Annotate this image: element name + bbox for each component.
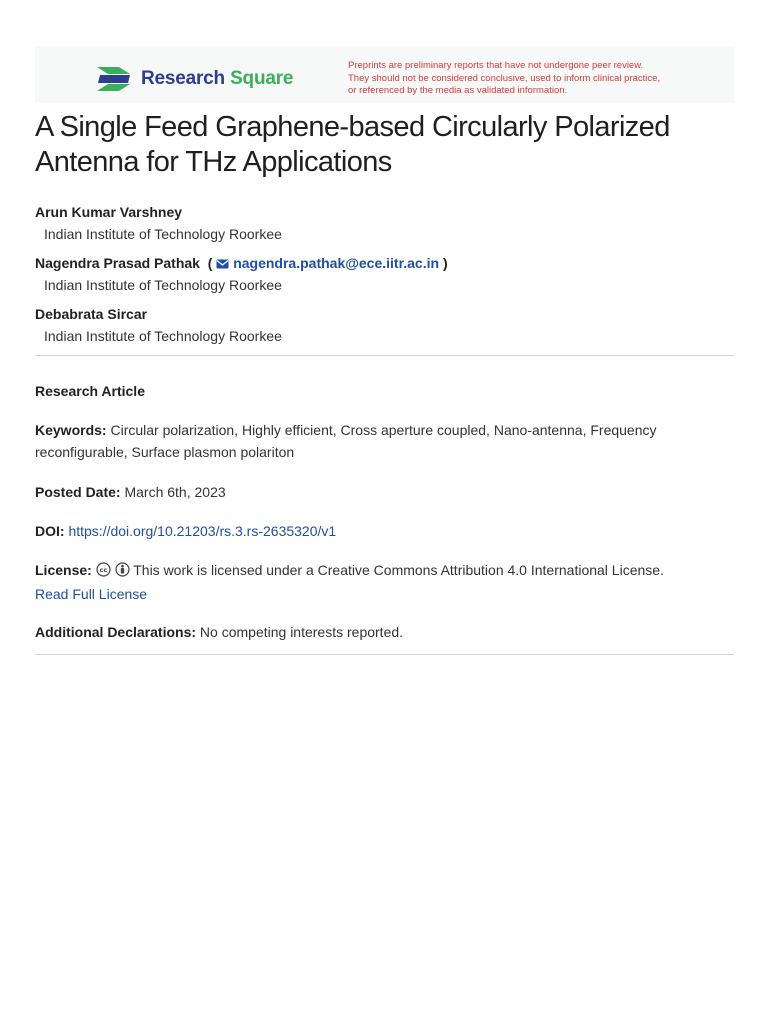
author-name: Debabrata Sircar — [35, 306, 148, 322]
author-list — [35, 203, 734, 356]
logo-word-research: Research — [141, 68, 225, 89]
license-row — [35, 559, 734, 605]
author-name: Arun Kumar Varshney — [35, 204, 183, 220]
author-affiliation: Indian Institute of Technology Roorkee — [44, 277, 282, 293]
author-entry — [35, 254, 734, 305]
author-email-link[interactable]: nagendra.pathak@ece.iitr.ac.in — [233, 255, 440, 271]
by-icon — [115, 562, 130, 577]
author-entry — [35, 203, 734, 254]
author-affiliation: Indian Institute of Technology Roorkee — [44, 226, 282, 242]
paper-title: A Single Feed Graphene-based Circularly Polarized Antenna for THz Applications — [35, 111, 670, 178]
read-full-license-link[interactable]: Read Full License — [35, 586, 148, 602]
disclaimer-line: or referenced by the media as validated information. — [348, 85, 568, 97]
research-square-logo[interactable] — [95, 65, 293, 93]
doi-row — [35, 520, 734, 542]
envelope-icon — [216, 259, 229, 269]
header-banner — [35, 47, 734, 103]
cc-icon — [96, 562, 111, 577]
disclaimer-line: They should not be considered conclusive, used to inform clinical practice, — [348, 72, 661, 84]
posted-date-row — [35, 481, 734, 503]
declarations-row — [35, 621, 734, 643]
posted-date-label: Posted Date: — [35, 484, 121, 500]
declarations-value: No competing interests reported. — [199, 624, 404, 640]
paren-close: ) — [442, 255, 448, 271]
logo-wordmark — [141, 68, 293, 90]
license-text: This work is licensed under a Creative Commons Attribution 4.0 International License. — [133, 562, 664, 578]
divider-bottom — [35, 654, 734, 655]
author-name-row — [35, 254, 734, 272]
article-type — [35, 380, 734, 402]
doi-label: DOI: — [35, 523, 65, 539]
keywords-label: Keywords: — [35, 422, 107, 438]
author-affiliation: Indian Institute of Technology Roorkee — [44, 328, 282, 344]
disclaimer-line: Preprints are preliminary reports that have not undergone peer review. — [348, 60, 644, 71]
author-entry — [35, 305, 734, 356]
declarations-label: Additional Declarations: — [35, 624, 197, 640]
svg-text:cc: cc — [99, 566, 108, 574]
article-type-label: Research Article — [35, 383, 145, 399]
keywords-row — [35, 419, 734, 463]
logo-mark-icon — [95, 64, 133, 94]
divider-top — [35, 355, 734, 356]
license-icons — [96, 561, 130, 583]
author-name: Nagendra Prasad Pathak — [35, 255, 200, 271]
paren-open: ( — [203, 255, 213, 271]
keywords-value: Circular polarization, Highly efficient, Cross aperture coupled, Nano-antenna, Frequency reconfigurable, Surface plasmon polariton — [35, 422, 657, 460]
logo-word-square: Square — [230, 68, 294, 89]
posted-date-value: March 6th, 2023 — [124, 484, 226, 500]
license-label: License: — [35, 562, 92, 578]
preprint-disclaimer — [348, 60, 728, 98]
doi-link[interactable]: https://doi.org/10.21203/rs.3.rs-2635320/v1 — [68, 523, 337, 539]
